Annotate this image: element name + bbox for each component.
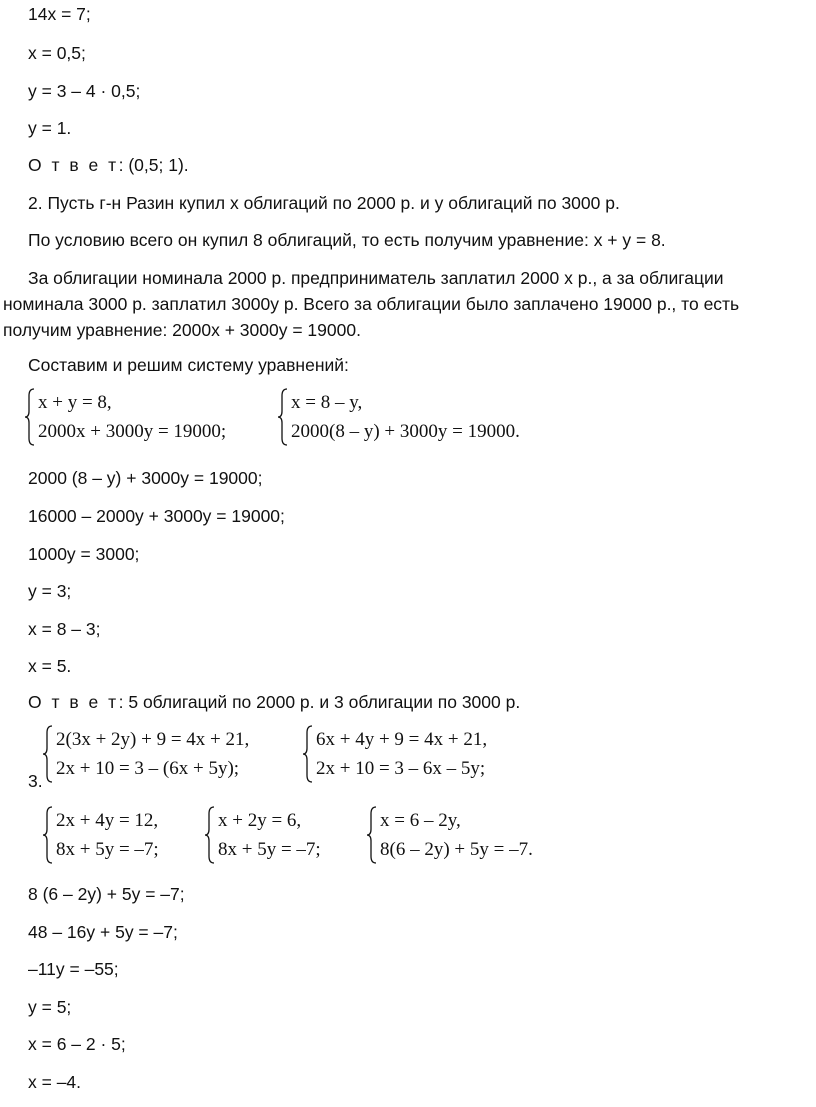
- task-number: 3.: [28, 771, 43, 791]
- equation-system: [24, 388, 226, 446]
- equation-line: 48 – 16y + 5y = –7;: [28, 922, 178, 942]
- system-row: x = 8 – y,: [291, 392, 363, 413]
- paragraph: Составим и решим систему уравнений:: [28, 355, 349, 375]
- system-row: 2x + 10 = 3 – 6x – 5y;: [316, 758, 486, 779]
- system-row: x + 2y = 6,: [218, 810, 302, 831]
- equation-line: 14x = 7;: [28, 4, 91, 24]
- equation-line: 1000y = 3000;: [28, 544, 140, 564]
- paragraph-line: За облигации номинала 2000 р. предприниматель заплатил 2000 x р., а за облигации: [28, 268, 724, 288]
- equation-line: x = –4.: [28, 1072, 82, 1092]
- system-row: 8(6 – 2y) + 5y = –7.: [380, 839, 533, 860]
- answer-line: [28, 691, 520, 713]
- brace-icon: [277, 388, 285, 446]
- brace-icon: [42, 725, 50, 783]
- system-row: 2x + 4y = 12,: [56, 810, 159, 831]
- answer-line: [28, 154, 189, 176]
- brace-icon: [42, 806, 50, 864]
- system-row: 2000x + 3000y = 19000;: [38, 421, 227, 442]
- answer-label: О т в е т: [28, 692, 119, 712]
- equation-line: x = 0,5;: [28, 43, 86, 63]
- answer-text: : (0,5; 1).: [118, 155, 189, 175]
- system-row: 2000(8 – y) + 3000y = 19000.: [291, 421, 520, 442]
- equation-line: x = 5.: [28, 656, 72, 676]
- paragraph-line: получим уравнение: 2000x + 3000y = 19000.: [3, 320, 361, 340]
- brace-icon: [302, 725, 310, 783]
- paragraph: По условию всего он купил 8 облигаций, то есть получим уравнение: x + y = 8.: [28, 230, 666, 250]
- system-row: 2(3x + 2y) + 9 = 4x + 21,: [56, 729, 250, 750]
- equation-line: x = 8 – 3;: [28, 619, 101, 639]
- brace-icon: [24, 388, 32, 446]
- brace-icon: [204, 806, 212, 864]
- system-row: x = 6 – 2y,: [380, 810, 461, 831]
- equation-line: y = 3;: [28, 581, 72, 601]
- equation-system: [277, 388, 520, 446]
- equation-line: y = 3 – 4 · 0,5;: [28, 81, 141, 101]
- equation-line: x = 6 – 2 · 5;: [28, 1034, 126, 1054]
- equation-line: 8 (6 – 2y) + 5y = –7;: [28, 884, 185, 904]
- equation-system: [42, 725, 249, 783]
- equation-line: 16000 – 2000y + 3000y = 19000;: [28, 506, 285, 526]
- system-row: 8x + 5y = –7;: [218, 839, 321, 860]
- equation-system: [204, 806, 321, 864]
- problem-statement: 2. Пусть г-н Разин купил x облигаций по 2000 р. и y облигаций по 3000 р.: [28, 193, 620, 213]
- paragraph-line: номинала 3000 р. заплатил 3000y р. Всего за облигации было заплачено 19000 р., то есть: [3, 294, 740, 314]
- system-row: 6x + 4y + 9 = 4x + 21,: [316, 729, 488, 750]
- system-row: 8x + 5y = –7;: [56, 839, 159, 860]
- answer-label: О т в е т: [28, 155, 119, 175]
- equation-line: y = 5;: [28, 997, 72, 1017]
- equation-system: [302, 725, 487, 783]
- equation-line: 2000 (8 – y) + 3000y = 19000;: [28, 468, 263, 488]
- brace-icon: [366, 806, 374, 864]
- system-row: x + y = 8,: [38, 392, 112, 413]
- equation-system: [42, 806, 159, 864]
- equation-system: [366, 806, 533, 864]
- equation-line: y = 1.: [28, 118, 72, 138]
- system-row: 2x + 10 = 3 – (6x + 5y);: [56, 758, 240, 779]
- equation-line: –11y = –55;: [28, 959, 119, 979]
- answer-text: : 5 облигаций по 2000 р. и 3 облигации по 3000 р.: [118, 692, 521, 712]
